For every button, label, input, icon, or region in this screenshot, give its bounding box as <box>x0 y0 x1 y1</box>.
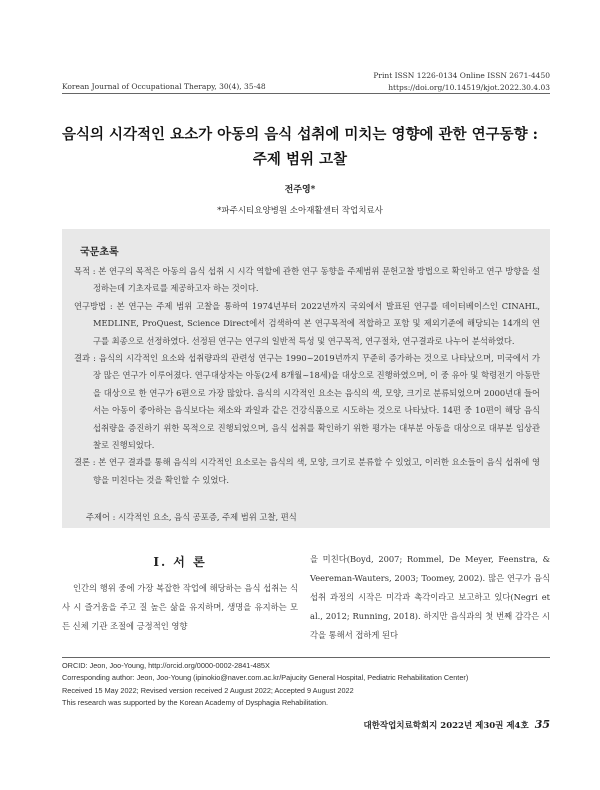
abstract-heading: 국문초록 <box>80 247 119 258</box>
journal-citation: Korean Journal of Occupational Therapy, 30(4), 35-48 <box>62 82 266 91</box>
abstract-keywords: 주제어 : 시각적인 요소, 음식 공포증, 주제 범위 고찰, 편식 <box>86 512 297 522</box>
body-paragraph: 인간의 행위 중에 가장 복잡한 작업에 해당하는 음식 섭취는 식사 시 즐거움을 주고 질 높은 삶을 유지하며, 생명을 유지하는 모든 신체 기관 조절에 긍정적인 영향 <box>62 583 298 631</box>
doi-link[interactable]: https://doi.org/10.14519/kjot.2022.30.4.03 <box>388 83 550 92</box>
page-number: 35 <box>534 718 550 731</box>
abstract-purpose: 목적 : 본 연구의 목적은 아동의 음식 섭취 시 시각 역할에 관한 연구 동향을 주제범위 문헌고찰 방법으로 확인하고 연구 방향을 설정하는데 기초자료를 제공하고자 하는 것이다. <box>74 266 540 294</box>
abstract-box <box>62 229 550 528</box>
footer-journal-issue: 대한작업치료학회지 2022년 제30권 제4호 <box>363 721 529 731</box>
footnote-divider <box>62 657 550 658</box>
abstract-methods: 연구방법 : 본 연구는 주제 범위 고찰을 통하여 1974년부터 2022년까지 국외에서 발표된 연구를 데이터베이스인 CINAHL, MEDLINE, ProQuest, Science Direct에서 검색하여 본 연구목적에 적합하고 포함 및 제외기준에 해당되는 14개의 연구를 최종으로 선정하였다. 선정된 연구는 연구의 일반적 특성 및 연구목적, 연구절차, 연구결과로 나누어 분석하였다. <box>74 300 540 346</box>
article-title <box>40 122 560 172</box>
footnote-corresponding-author: Corresponding author: Jeon, Joo-Young (ipinokio@naver.com.ac.kr/Pajucity General Hospital, Pediatric Rehabilitation Center) <box>62 673 469 683</box>
body-paragraph-continued: 을 미친다(Boyd, 2007; Rommel, De Meyer, Feenstra, & Veereman-Wauters, 2003; Toomey, 2002). 많은 연구가 음식 섭취 과정의 시작은 미각과 촉각이라고 보고하고 있다(Negri et al., 2012; Running, 2018). 하지만 음식과의 첫 번째 감각은 시각을 통해서 접하게 된다 <box>310 554 550 640</box>
body-column-right <box>310 550 550 645</box>
footnote-funding: This research was supported by the Korean Academy of Dysphagia Rehabilitation. <box>62 698 329 708</box>
section-heading: I. 서 론 <box>153 555 207 569</box>
body-column-left <box>62 579 298 636</box>
abstract-conclusion: 결론 : 본 연구 결과를 통해 음식의 시각적인 요소로는 음식의 색, 모양, 크기로 분류할 수 있었고, 이러한 요소들이 음식 섭취에 영향을 미친다는 것을 확인할 수 있었다. <box>74 457 540 485</box>
author-affiliation: *파주시티요양병원 소아재활센터 작업치료사 <box>217 206 383 216</box>
footnotes <box>62 660 468 710</box>
author-name: 전주영* <box>284 185 316 195</box>
issn-doi-block <box>373 70 550 94</box>
abstract-body <box>74 263 540 489</box>
page-footer <box>363 718 550 731</box>
footnote-received-dates: Received 15 May 2022; Revised version received 2 August 2022; Accepted 9 August 2022 <box>62 685 354 695</box>
abstract-results: 결과 : 음식의 시각적인 요소와 섭취량과의 관련성 연구는 1990~2019년까지 꾸준히 증가하는 것으로 나타났으며, 미국에서 가장 많은 연구가 이루어졌다. 연구대상자는 아동(2세 8개월~18세)을 대상으로 진행하였으며, 이 중 유아 및 학령전기 아동만을 대상으로 한 연구가 6편으로 가장 많았다. 음식의 시각적인 요소는 음식의 색, 모양, 크기로 분류되었으며 2000년대 들어서는 아동이 좋아하는 음식보다는 채소와 과일과 같은 건강식품으로 시도하는 것으로 나타났다. 14편 중 10편이 해당 음식 섭취량을 증진하기 위한 목적으로 진행되었으며, 음식 섭취를 확인하기 위한 평가는 대부분 아동을 대상으로 대부분 임상관찰로 진행되었다. <box>74 353 540 451</box>
issn-text: Print ISSN 1226-0134 Online ISSN 2671-4450 <box>373 71 550 80</box>
header-divider <box>62 93 550 94</box>
footnote-orcid: ORCID: Jeon, Joo-Young, http://orcid.org/0000-0002-2841-485X <box>62 661 270 670</box>
title-line-2: 주제 범위 고찰 <box>252 151 348 168</box>
title-line-1: 음식의 시각적인 요소가 아동의 음식 섭취에 미치는 영향에 관한 연구동향 : <box>61 126 539 143</box>
